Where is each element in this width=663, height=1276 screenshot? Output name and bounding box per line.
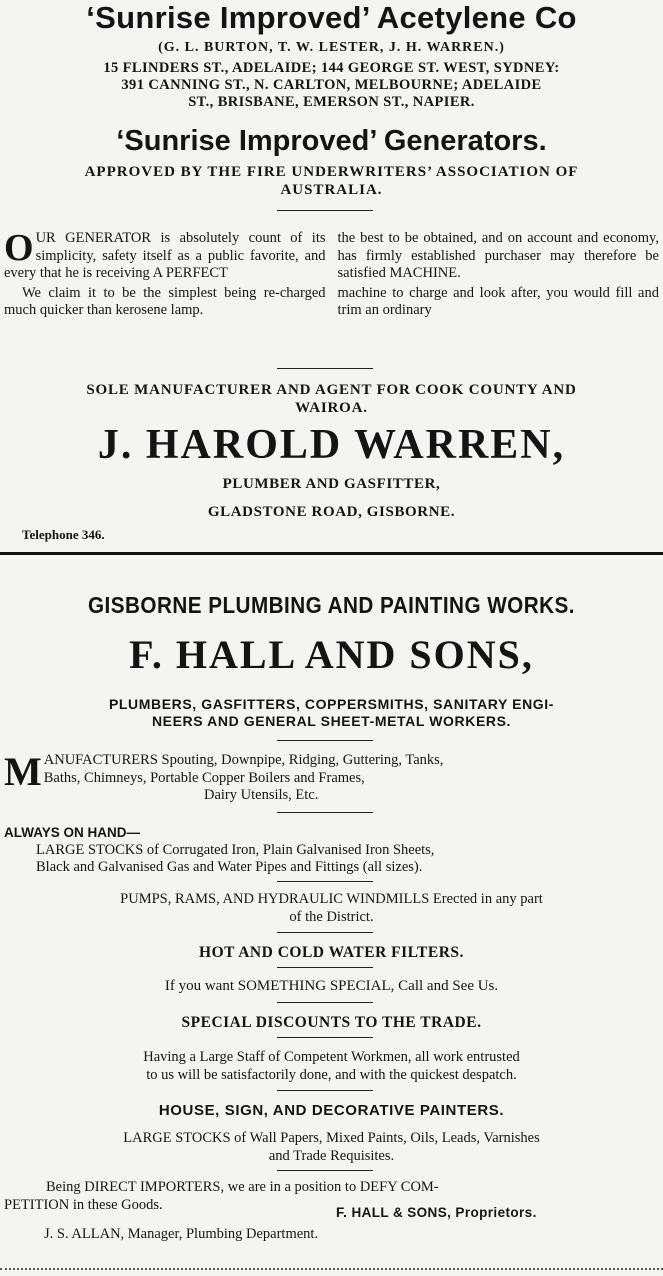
direct-importers-block <box>4 1178 659 1214</box>
pumps-line: of the District. <box>289 909 374 925</box>
plumbing-works-advertisement <box>0 560 663 1276</box>
addresses-block <box>2 60 661 111</box>
staff-line: to us will be satisfactorily done, and with the quickest despatch. <box>146 1067 517 1083</box>
approved-line: APPROVED BY THE FIRE UNDERWRITERS’ ASSOCIATION OF <box>84 164 579 180</box>
divider-rule <box>277 368 373 369</box>
agent-trade: PLUMBER AND GASFITTER, <box>222 476 441 492</box>
acetylene-advertisement <box>0 0 663 552</box>
address-line: 15 FLINDERS ST., ADELAIDE; 144 GEORGE ST. WEST, SYDNEY: <box>103 60 560 76</box>
wall-papers-line: LARGE STOCKS of Wall Papers, Mixed Paints, Oils, Leads, Varnishes <box>123 1130 540 1146</box>
pumps-line: PUMPS, RAMS, AND HYDRAULIC WINDMILLS Erected in any part <box>120 891 543 907</box>
drop-cap: M <box>4 749 42 794</box>
partners-line: (G. L. BURTON, T. W. LESTER, J. H. WARREN.) <box>158 40 505 55</box>
discounts-line: SPECIAL DISCOUNTS TO THE TRADE. <box>181 1014 482 1031</box>
painters-line: HOUSE, SIGN, AND DECORATIVE PAINTERS. <box>158 1102 505 1119</box>
divider-rule <box>277 1037 373 1038</box>
on-hand-block <box>4 824 659 877</box>
firm-name: F. HALL AND SONS, <box>129 632 534 677</box>
manufacturers-block <box>4 749 659 805</box>
manufacturers-line: Baths, Chimneys, Portable Copper Boilers and Frames, <box>43 769 365 786</box>
address-line: ST., BRISBANE, EMERSON ST., NAPIER. <box>188 94 475 110</box>
wall-papers-line: and Trade Requisites. <box>268 1147 395 1164</box>
body-left-paragraph-1: UR GENERATOR is absolutely count of its simplicity, safety itself as a public favorite, and every that he is receiving A PERFECT <box>4 230 326 281</box>
company-title: ‘Sunrise Improved’ Acetylene Co <box>86 0 577 35</box>
manufacturers-line: ANUFACTURERS Spouting, Downpipe, Ridging, Guttering, Tanks, <box>43 752 444 768</box>
body-right-paragraph-1: the best to be obtained, and on account and economy, has firmly established purchaser may therefore be satisfied MACHINE. <box>337 230 659 281</box>
staff-block <box>4 1048 659 1084</box>
trades-line: PLUMBERS, GASFITTERS, COPPERSMITHS, SANITARY ENGI- <box>108 696 555 712</box>
divider-rule <box>277 967 373 968</box>
divider-rule <box>277 881 373 882</box>
divider-rule <box>277 740 373 741</box>
on-hand-line: Black and Galvanised Gas and Water Pipes and Fittings (all sizes). <box>36 859 423 875</box>
on-hand-line: LARGE STOCKS of Corrugated Iron, Plain Galvanised Iron Sheets, <box>36 841 435 858</box>
direct-importers-line: PETITION in these Goods. <box>4 1197 163 1213</box>
body-columns <box>0 227 663 320</box>
direct-importers-line: Being DIRECT IMPORTERS, we are in a position to DEFY COM- <box>46 1179 439 1195</box>
agent-name: J. HAROLD WARREN, <box>97 422 566 468</box>
generators-title: ‘Sunrise Improved’ Generators. <box>116 125 547 157</box>
address-line: 391 CANNING ST., N. CARLTON, MELBOURNE; ADELAIDE <box>121 77 542 93</box>
divider-rule <box>277 1090 373 1091</box>
manufacturers-line: Dairy Utensils, Etc. <box>204 787 319 803</box>
approved-line: AUSTRALIA. <box>280 182 383 198</box>
body-left-column <box>4 227 332 320</box>
trades-block <box>2 696 661 730</box>
sole-agent-line: WAIROA. <box>295 400 368 416</box>
divider-rule <box>277 812 373 813</box>
divider-rule <box>277 1170 373 1171</box>
sole-agent-line: SOLE MANUFACTURER AND AGENT FOR COOK COUNTY AND <box>86 382 577 398</box>
trades-line: NEERS AND GENERAL SHEET-METAL WORKERS. <box>151 713 512 729</box>
body-right-column <box>332 230 660 320</box>
section-separator <box>0 552 663 555</box>
sole-agent-block <box>2 381 661 417</box>
on-hand-heading: ALWAYS ON HAND— <box>4 825 141 840</box>
drop-cap: O <box>4 227 34 269</box>
divider-rule <box>277 1002 373 1003</box>
staff-line: Having a Large Staff of Competent Workmen, all work entrusted <box>143 1049 520 1065</box>
body-left-paragraph-2: We claim it to be the simplest being re-charged much quicker than kerosene lamp. <box>4 284 326 318</box>
agent-address: GLADSTONE ROAD, GISBORNE. <box>207 504 456 520</box>
manager-line: J. S. ALLAN, Manager, Plumbing Department. <box>44 1226 319 1242</box>
telephone-number: Telephone 346. <box>22 527 105 542</box>
works-title: GISBORNE PLUMBING AND PAINTING WORKS. <box>87 592 576 618</box>
water-filters-line: HOT AND COLD WATER FILTERS. <box>199 944 464 961</box>
divider-rule <box>277 210 373 211</box>
divider-rule <box>277 932 373 933</box>
something-special-line: If you want SOMETHING SPECIAL, Call and See Us. <box>164 978 499 994</box>
wall-papers-block <box>4 1130 659 1165</box>
bottom-border <box>0 1268 663 1270</box>
proprietors-line: F. HALL & SONS, Proprietors. <box>336 1205 537 1220</box>
pumps-block <box>4 890 659 926</box>
body-right-paragraph-2: machine to charge and look after, you would fill and trim an ordinary <box>337 284 659 318</box>
approved-block <box>2 163 661 199</box>
